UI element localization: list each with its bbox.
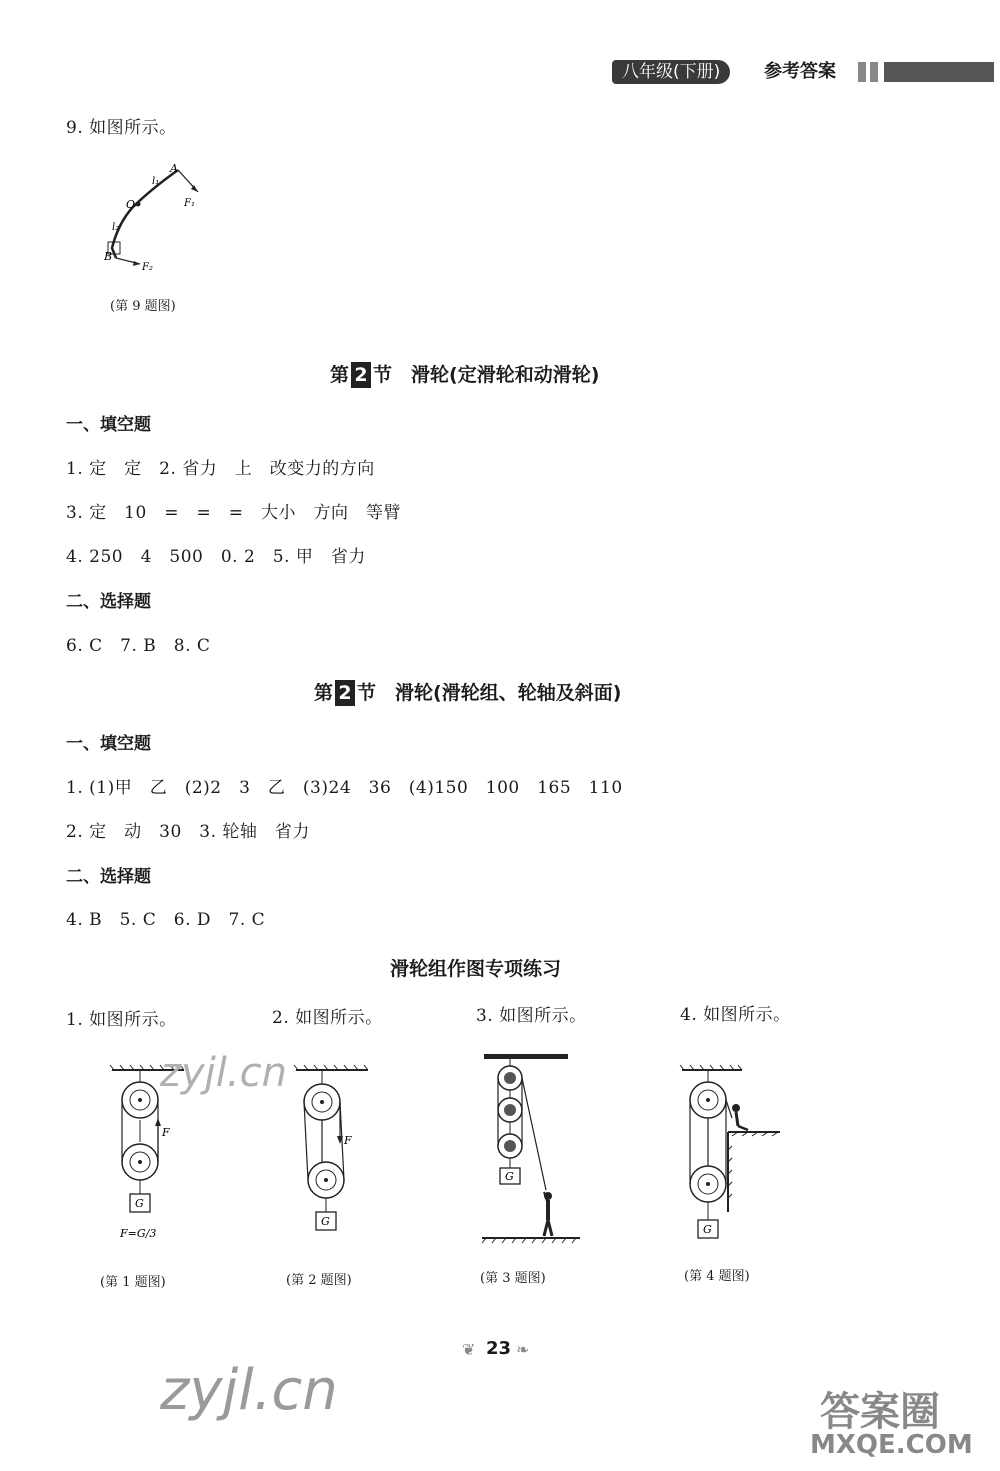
section2-fill-heading: 一、填空题 — [66, 734, 151, 754]
section1-fill-line: 4. 250 4 500 0. 2 5. 甲 省力 — [66, 547, 366, 567]
q9-caption: (第 9 题图) — [110, 299, 176, 314]
q9-label-f2: F₂ — [142, 262, 153, 273]
section2-fill-line: 1. (1)甲 乙 (2)2 3 乙 (3)24 36 (4)150 100 165 110 — [66, 778, 623, 798]
leaf-icon-left: ❦ — [462, 1340, 476, 1359]
fig2-caption: (第 2 题图) — [286, 1273, 352, 1288]
fig4-label-g: G — [703, 1223, 712, 1236]
section1-fill-line: 1. 定 定 2. 省力 上 改变力的方向 — [66, 459, 375, 479]
q9-text: 9. 如图所示。 — [66, 118, 177, 138]
practice-item-text: 1. 如图所示。 — [66, 1010, 177, 1030]
fig3-pulley-diagram — [482, 1050, 582, 1250]
practice-item-text: 4. 如图所示。 — [680, 1005, 791, 1025]
header-label: 参考答案 — [764, 61, 836, 82]
fig3-caption: (第 3 题图) — [480, 1271, 546, 1286]
fig4-caption: (第 4 题图) — [684, 1269, 750, 1284]
q9-label-l2: l₂ — [112, 222, 120, 233]
section1-choice-heading: 二、选择题 — [66, 592, 151, 612]
q9-label-a: A — [170, 162, 178, 175]
leaf-icon-right: ❧ — [516, 1340, 530, 1359]
section2-title: 第 2 节 滑轮(滑轮组、轮轴及斜面) — [314, 682, 622, 704]
section1-fill-heading: 一、填空题 — [66, 415, 151, 435]
fig2-label-f: F — [344, 1134, 352, 1147]
fig2-label-g: G — [321, 1215, 330, 1228]
q9-lever-figure — [90, 160, 210, 280]
watermark-logo-text: zyjl.cn — [160, 1358, 338, 1423]
section1-title: 第 2 节 滑轮(定滑轮和动滑轮) — [330, 364, 600, 386]
fig3-label-g: G — [505, 1170, 514, 1183]
watermark-logo-text: 答案圈 — [820, 1389, 940, 1435]
fig4-pulley-diagram — [678, 1062, 788, 1252]
q9-label-f1: F₁ — [184, 198, 195, 209]
watermark-logo-text: zyjl.cn — [160, 1050, 287, 1096]
header-decor-bar — [870, 62, 878, 82]
header-grade-badge: 八年级(下册) — [612, 60, 730, 84]
section2-fill-line: 2. 定 动 30 3. 轮轴 省力 — [66, 822, 310, 842]
fig1-label-g: G — [135, 1197, 144, 1210]
q9-label-b: B — [104, 250, 113, 263]
watermark-logo-text: MXQE.COM — [810, 1430, 973, 1460]
fig1-formula: F=G/3 — [120, 1227, 157, 1240]
practice-item-text: 2. 如图所示。 — [272, 1008, 383, 1028]
section2-choice-line: 4. B 5. C 6. D 7. C — [66, 910, 266, 930]
section1-choice-line: 6. C 7. B 8. C — [66, 636, 211, 656]
fig2-pulley-diagram — [292, 1062, 372, 1252]
q9-label-o: O — [126, 198, 136, 211]
practice-item-text: 3. 如图所示。 — [476, 1006, 587, 1026]
q9-label-l1: l₁ — [152, 176, 160, 187]
fig1-label-f: F — [162, 1126, 170, 1139]
page-number: 23 — [486, 1338, 512, 1359]
section1-fill-line: 3. 定 10 = = = 大小 方向 等臂 — [66, 503, 401, 523]
practice-title: 滑轮组作图专项练习 — [390, 958, 562, 980]
header-decor-bar — [858, 62, 866, 82]
header-decor-bar — [884, 62, 994, 82]
fig1-caption: (第 1 题图) — [100, 1275, 166, 1290]
section2-choice-heading: 二、选择题 — [66, 867, 151, 887]
